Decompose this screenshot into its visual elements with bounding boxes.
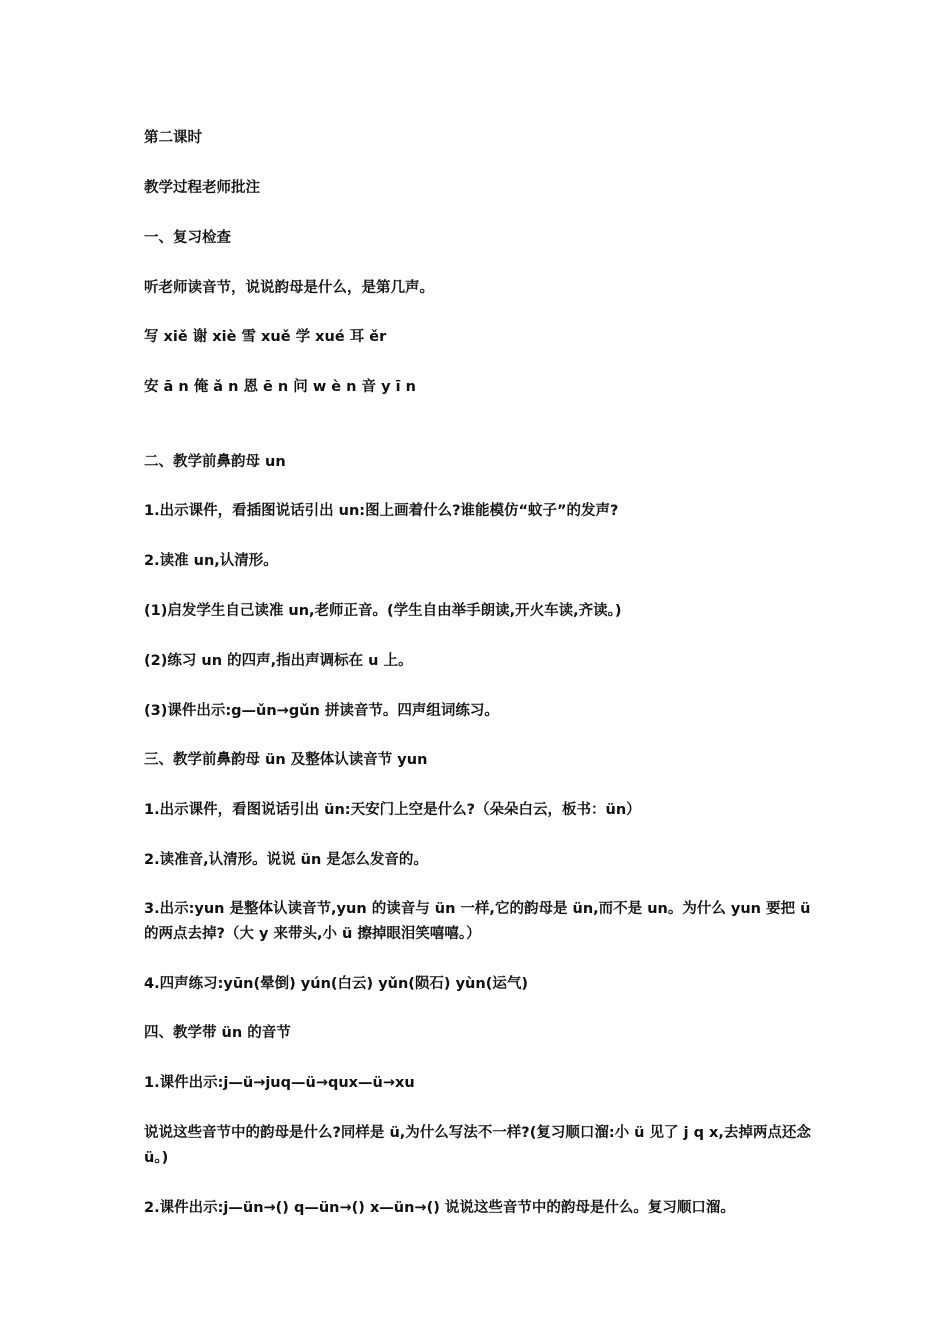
section-3-item-1: 1.出示课件，看图说话引出 ün:天安门上空是什么?（朵朵白云，板书：ün） [144,802,641,818]
subtitle: 教学过程老师批注 [144,180,260,196]
section-3-item-2: 2.读准音,认清形。说说 ün 是怎么发音的。 [144,852,428,868]
section-4-item-1-note: 说说这些音节中的韵母是什么?同样是 ü,为什么写法不一样?(复习顺口溜:小 ü 见了 j q x,去掉两点还念 ü。) [144,1125,811,1166]
section-1-pinyin-row-2: 安 ā n 俺 ǎ n 恩 ē n 问 w è n 音 y ī n [144,379,416,395]
section-1-instruction: 听老师读音节，说说韵母是什么，是第几声。 [144,280,434,296]
section-1-pinyin-row-1: 写 xiě 谢 xiè 雪 xuě 学 xué 耳 ěr [144,329,387,345]
section-2-item-1: 1.出示课件，看插图说话引出 un:图上画着什么?谁能模仿“蚊子”的发声? [144,503,619,519]
section-2-sub-1: (1)启发学生自己读准 un,老师正音。(学生自由举手朗读,开火车读,齐读。) [144,603,622,619]
section-2-heading: 二、教学前鼻韵母 un [144,454,286,470]
section-3-item-3: 3.出示:yun 是整体认读音节,yun 的读音与 ün 一样,它的韵母是 ün,而不是 un。为什么 yun 要把 ü 的两点去掉?（大 y 来带头,小 ü 擦掉眼泪笑嘻嘻。） [144,901,811,942]
section-3-heading: 三、教学前鼻韵母 ün 及整体认读音节 yun [144,752,428,768]
section-2-item-2: 2.读准 un,认清形。 [144,553,278,569]
section-2-sub-3: (3)课件出示:g—ǔn→gǔn 拼读音节。四声组词练习。 [144,703,499,719]
lesson-title: 第二课时 [144,130,202,146]
section-3-item-4: 4.四声练习:yūn(晕倒) yún(白云) yǔn(陨石) yùn(运气) [144,976,528,992]
section-4-item-2: 2.课件出示:j—ün→() q—ün→() x—ün→() 说说这些音节中的韵母是什么。复习顺口溜。 [144,1200,735,1216]
section-2-sub-2: (2)练习 un 的四声,指出声调标在 u 上。 [144,653,413,669]
section-1-heading: 一、复习检查 [144,230,231,246]
section-4-item-1: 1.课件出示:j—ü→juq—ü→qux—ü→xu [144,1075,415,1091]
section-4-heading: 四、教学带 ün 的音节 [144,1025,291,1041]
